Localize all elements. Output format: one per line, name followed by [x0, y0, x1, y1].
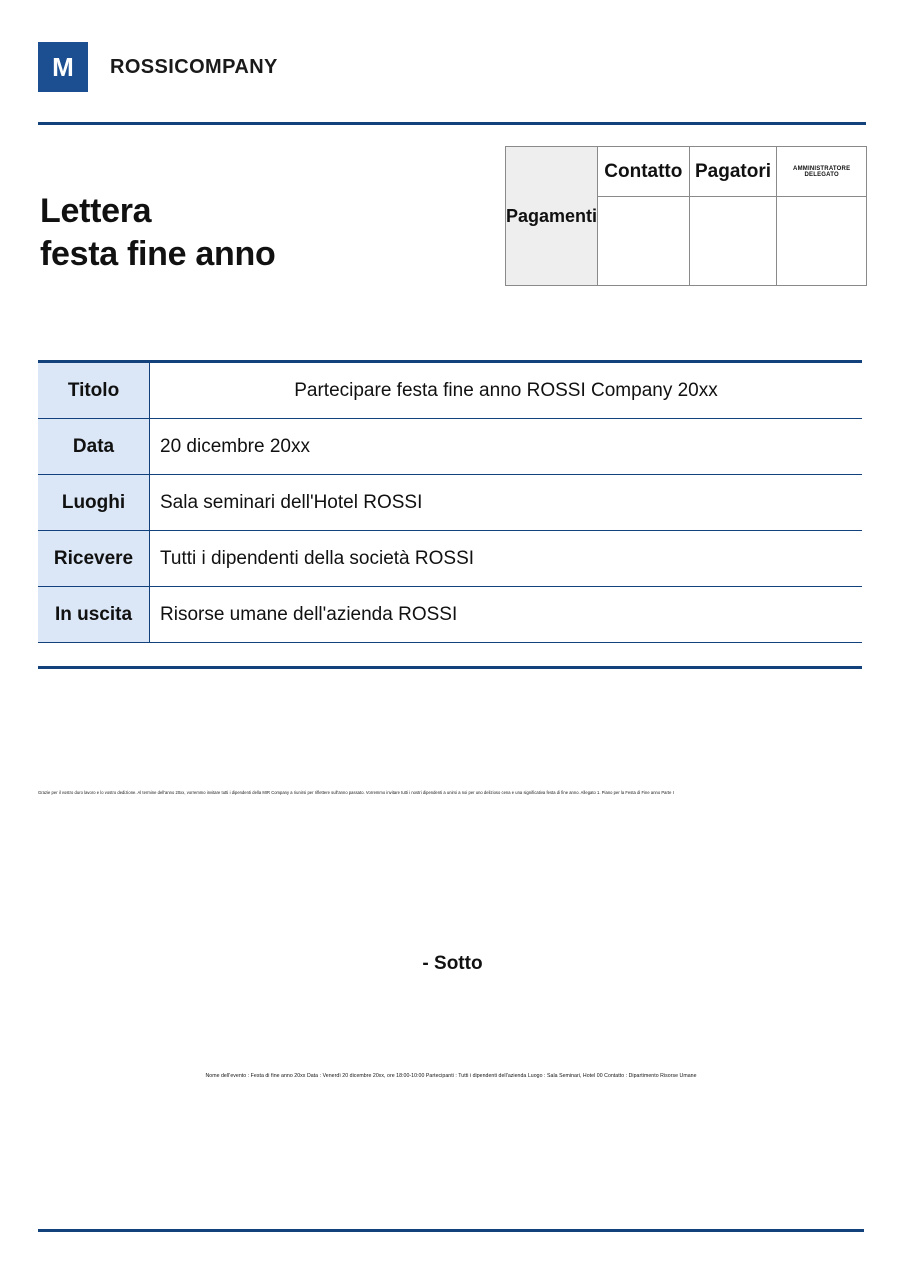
page-title-line-2: festa fine anno	[40, 235, 276, 273]
approval-signature-box-amministratore[interactable]	[777, 197, 866, 285]
approval-row-label: Pagamenti	[505, 205, 598, 226]
approval-column-header-amministratore: AMMINISTRATORE DELEGATO	[777, 147, 866, 197]
table-row	[38, 531, 862, 587]
info-value-luoghi: Sala seminari dell'Hotel ROSSI	[160, 491, 423, 513]
signature-label: - Sotto	[422, 953, 483, 974]
info-table-bottom-rule	[38, 666, 862, 669]
approval-table	[505, 146, 867, 286]
approval-row-label-cell	[506, 147, 598, 285]
info-value-ricevere: Tutti i dipendenti della società ROSSI	[160, 547, 475, 569]
info-key-ricevere: Ricevere	[38, 531, 150, 586]
info-value-titolo: Partecipare festa fine anno ROSSI Company 20xx	[294, 379, 718, 401]
approval-column-pagatori	[690, 147, 778, 285]
approval-column-contatto	[598, 147, 690, 285]
table-row	[38, 419, 862, 475]
approval-signature-box-pagatori[interactable]	[690, 197, 777, 285]
info-key-titolo: Titolo	[38, 363, 150, 418]
body-paragraph: Grazie per il vostro duro lavoro e lo vostro dedizione. Al termine dell'anno 20xx, vorremmo invitare tutti i dipendenti della MIR Company a riunirsi per riflettere sull'anno passato. Vorremmo invitare tutti i nostri dipendenti a unirsi a noi per uno delizioso cena e una significativa festa di fine anno. Allegato 1. Piano per la Festa di Fine anno Parte I	[38, 790, 674, 795]
table-row	[38, 475, 862, 531]
company-logo-mark: M	[38, 42, 88, 92]
header-divider	[38, 122, 866, 125]
approval-column-header-contatto: Contatto	[598, 147, 689, 197]
info-key-in-uscita: In uscita	[38, 587, 150, 642]
info-key-data: Data	[38, 419, 150, 474]
info-table	[38, 360, 862, 669]
info-key-luoghi: Luoghi	[38, 475, 150, 530]
page-title	[40, 190, 470, 276]
company-name: ROSSICOMPANY	[110, 55, 278, 78]
page-title-line-1: Lettera	[40, 192, 152, 230]
approval-signature-box-contatto[interactable]	[598, 197, 689, 285]
footer-event-details: Nome dell'evento : Festa di fine anno 20xx Data : Venerdì 20 dicembre 20xx, ore 18:00-10:00 Partecipanti : Tutti i dipendenti dell'azienda Luogo : Sala Seminari, Hotel 00 Contatto : Dipartimento Risorse Umane	[205, 1073, 697, 1079]
approval-column-header-pagatori: Pagatori	[690, 147, 777, 197]
info-value-data: 20 dicembre 20xx	[160, 435, 310, 457]
table-row	[38, 363, 862, 419]
info-value-in-uscita: Risorse umane dell'azienda ROSSI	[160, 603, 458, 625]
approval-column-amministratore	[777, 147, 866, 285]
table-row	[38, 587, 862, 643]
document-header	[38, 42, 866, 92]
footer-divider	[38, 1229, 864, 1232]
